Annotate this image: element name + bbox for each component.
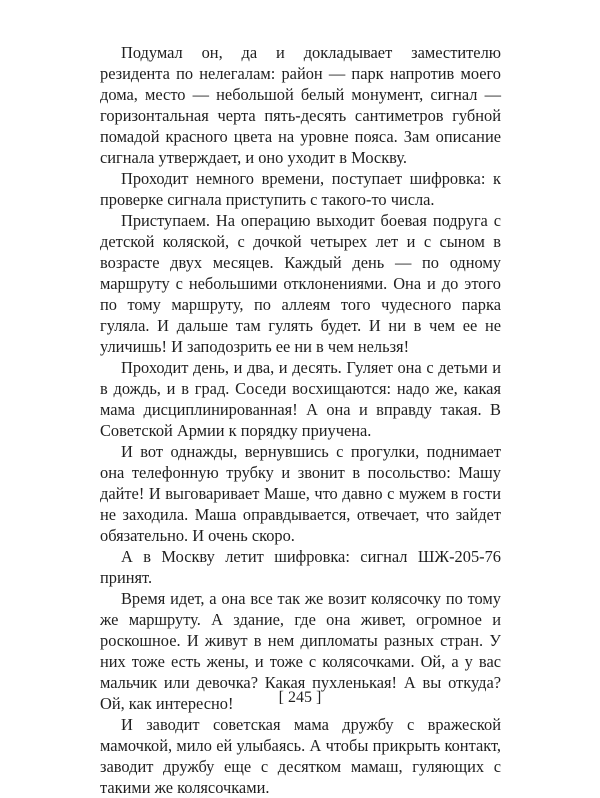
paragraph-2: Проходит немного времени, поступает шифровка: к проверке сигнала приступить с такого-то числа. [100,169,501,209]
paragraph-6: А в Москву летит шифровка: сигнал ШЖ-205-76 принят. [100,547,501,587]
paragraph-8: И заводит советская мама дружбу с вражеской мамочкой, мило ей улыбаясь. А чтобы прикрыть контакт, заводит дружбу еще с десятком мамаш, гуляющих с такими же колясочками. [100,715,501,797]
paragraph-3: Приступаем. На операцию выходит боевая подруга с детской коляской, с дочкой четырех лет и с сыном в возрасте двух месяцев. Каждый день — по одному маршруту с небольшими отклонениями. Она и до этого по тому маршруту, по аллеям того чудесного парка гуляла. И дальше там гулять будет. И ни в чем ее не уличишь! И заподозрить ее ни в чем нельзя! [100,211,501,356]
paragraph-7: Время идет, а она все так же возит колясочку по тому же маршруту. А здание, где она живет, огромное и роскошное. И живут в нем дипломаты разных стран. У них тоже есть жены, и тоже с колясочками. Ой, а у вас мальчик или девочка? Какая пухленькая! А вы откуда? Ой, как интересно! [100,589,501,713]
page-number: [ 245 ] [278,689,322,706]
paragraph-4: Проходит день, и два, и десять. Гуляет она с детьми и в дождь, и в град. Соседи восхищаются: надо же, какая мама дисциплинированная! А она и вправду такая. В Советской Армии к порядку приучена. [100,358,501,440]
paragraph-1: Подумал он, да и докладывает заместителю резидента по нелегалам: район — парк напротив моего дома, место — небольшой белый монумент, сигнал — горизонтальная черта пять-десять сантиметров губной помадой красного цвета на уровне пояса. Зам описание сигнала утверждает, и оно уходит в Москву. [100,43,501,167]
main-text [100,42,501,798]
paragraph-5: И вот однажды, вернувшись с прогулки, поднимает она телефонную трубку и звонит в посольство: Машу дайте! И выговаривает Маше, что давно с мужем в гости не заходила. Маша оправдывается, отвечает, что зайдет обязательно. И очень скоро. [100,442,501,545]
